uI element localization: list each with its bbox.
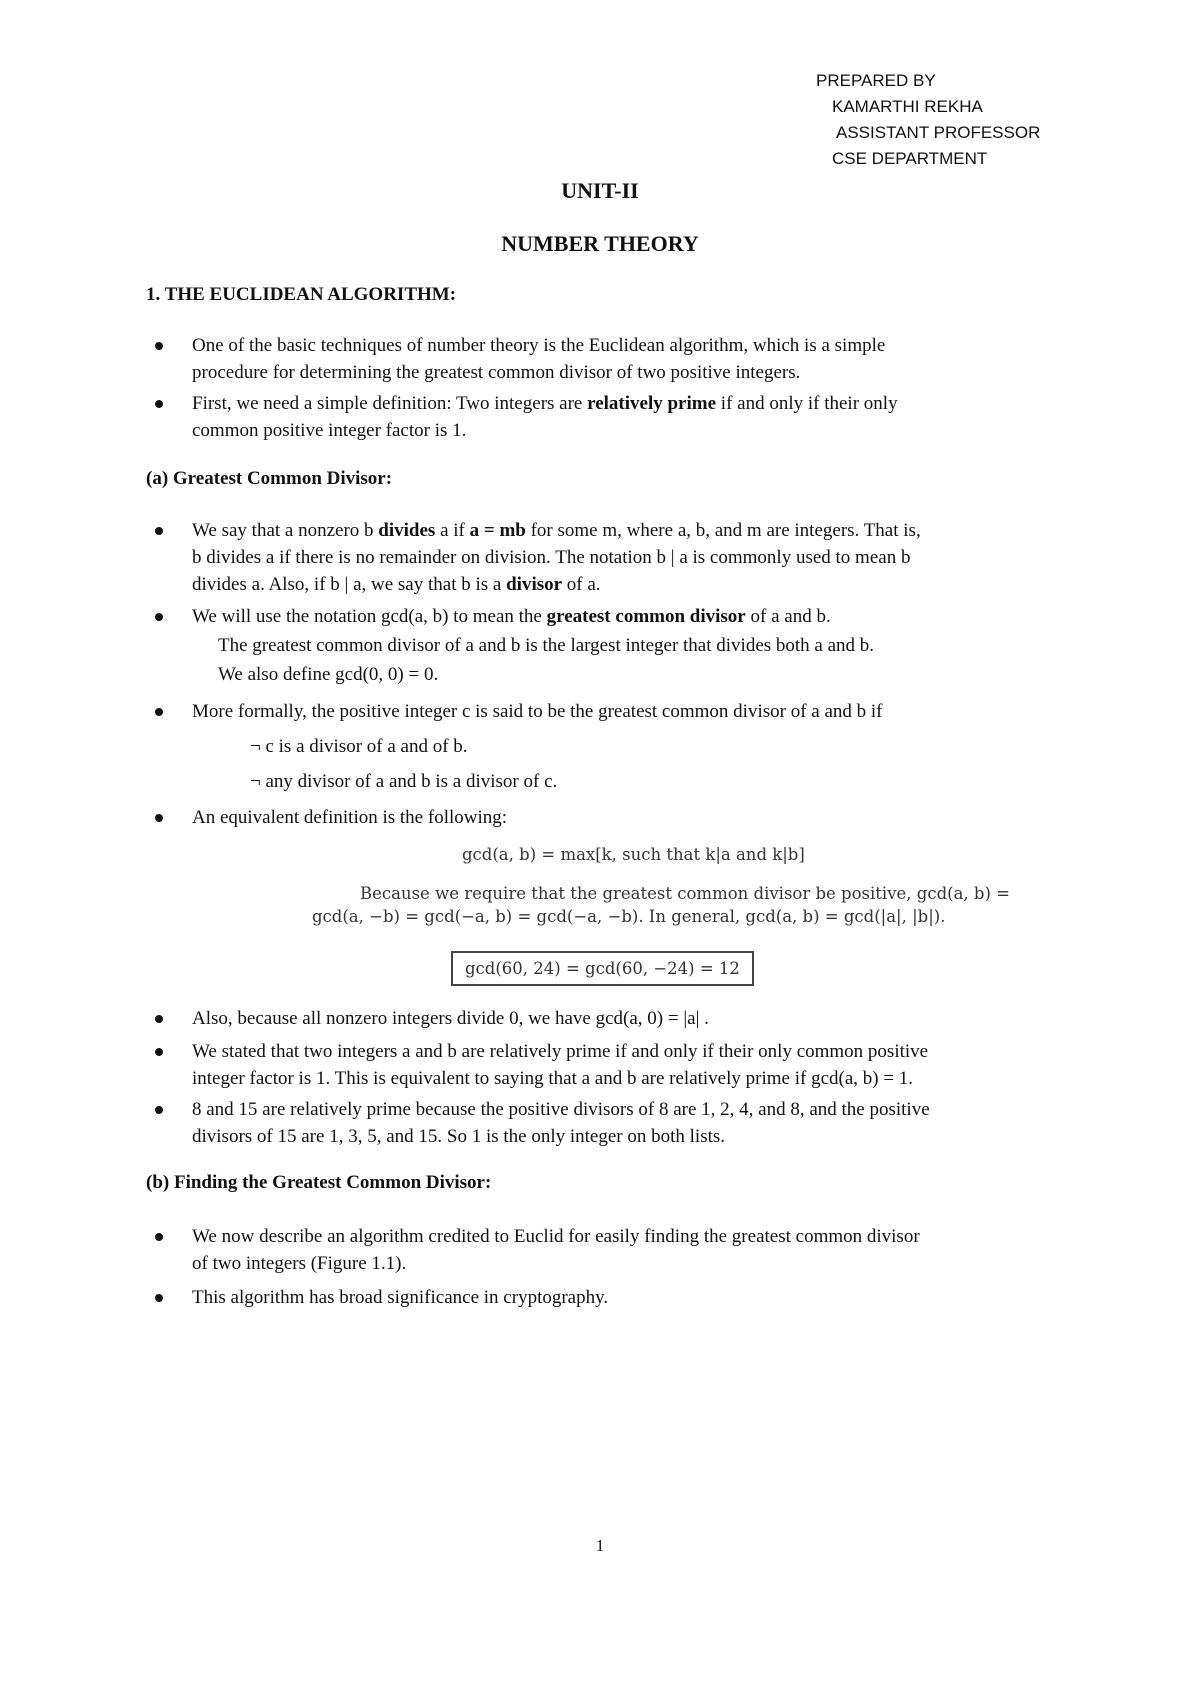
text-line: We stated that two integers a and b are relatively prime if and only if their only common positive bbox=[192, 1041, 929, 1062]
term-divisor: divisor bbox=[506, 574, 563, 595]
list-item bbox=[192, 390, 1072, 444]
bullet-icon bbox=[155, 400, 163, 408]
bullet-icon bbox=[155, 1294, 163, 1302]
list-item bbox=[192, 1223, 1072, 1277]
bullet-icon bbox=[155, 708, 163, 716]
bullet-icon bbox=[155, 1233, 163, 1241]
sub-condition: ¬ any divisor of a and b is a divisor of c. bbox=[250, 771, 558, 792]
text-line: An equivalent definition is the following: bbox=[192, 807, 508, 828]
text-line: 8 and 15 are relatively prime because the positive divisors of 8 are 1, 2, 4, and 8, and the positive bbox=[192, 1099, 930, 1120]
section-heading-finding-gcd: (b) Finding the Greatest Common Divisor: bbox=[146, 1172, 492, 1193]
author-department: CSE DEPARTMENT bbox=[832, 149, 988, 168]
text-line: common positive integer factor is 1. bbox=[192, 420, 467, 441]
sub-condition: ¬ c is a divisor of a and of b. bbox=[250, 736, 468, 757]
list-item bbox=[192, 804, 1072, 831]
page-number: 1 bbox=[595, 1536, 605, 1555]
author-designation: ASSISTANT PROFESSOR bbox=[836, 123, 1041, 142]
list-item bbox=[192, 332, 1072, 386]
list-item bbox=[192, 1005, 1072, 1032]
prepared-by-label: PREPARED BY bbox=[816, 71, 936, 90]
gcd-equation-line: gcd(a, −b) = gcd(−a, b) = gcd(−a, −b). In general, gcd(a, b) = gcd(|a|, |b|). bbox=[312, 907, 946, 926]
text-line: We now describe an algorithm credited to Euclid for easily finding the greatest common divisor bbox=[192, 1226, 920, 1247]
text-line: One of the basic techniques of number theory is the Euclidean algorithm, which is a simple bbox=[192, 335, 886, 356]
list-item bbox=[192, 1096, 1072, 1150]
text-line: First, we need a simple definition: Two integers are relatively prime if and only if their only bbox=[192, 393, 898, 414]
text-line: divides a. Also, if b | a, we say that b is a divisor of a. bbox=[192, 574, 601, 595]
text-line: divisors of 15 are 1, 3, 5, and 15. So 1 is the only integer on both lists. bbox=[192, 1126, 726, 1147]
text-line: Also, because all nonzero integers divide 0, we have gcd(a, 0) = |a| . bbox=[192, 1008, 709, 1029]
list-item bbox=[192, 517, 1072, 598]
text-line: More formally, the positive integer c is said to be the greatest common divisor of a and b if bbox=[192, 701, 883, 722]
text-line: integer factor is 1. This is equivalent to saying that a and b are relatively prime if gcd(a, b) = 1. bbox=[192, 1068, 914, 1089]
text-line: We will use the notation gcd(a, b) to mean the greatest common divisor of a and b. bbox=[192, 606, 831, 627]
gcd-equation-line: Because we require that the greatest common divisor be positive, gcd(a, b) = bbox=[360, 884, 1010, 903]
list-item bbox=[192, 1038, 1072, 1092]
bullet-icon bbox=[155, 1048, 163, 1056]
term-divides: divides bbox=[378, 520, 436, 541]
text-line: We also define gcd(0, 0) = 0. bbox=[218, 664, 439, 685]
text-line: b divides a if there is no remainder on division. The notation b | a is commonly used to mean b bbox=[192, 547, 911, 568]
author-name: KAMARTHI REKHA bbox=[832, 97, 983, 116]
bullet-icon bbox=[155, 1015, 163, 1023]
bullet-icon bbox=[155, 613, 163, 621]
bullet-icon bbox=[155, 342, 163, 350]
bullet-icon bbox=[155, 1106, 163, 1114]
term-relatively-prime: relatively prime bbox=[587, 393, 717, 414]
term-a-equals-mb: a = mb bbox=[469, 520, 526, 541]
text-line: procedure for determining the greatest common divisor of two positive integers. bbox=[192, 362, 801, 383]
text-line: This algorithm has broad significance in cryptography. bbox=[192, 1287, 609, 1308]
bullet-icon bbox=[155, 814, 163, 822]
term-gcd: greatest common divisor bbox=[546, 606, 746, 627]
bullet-icon bbox=[155, 527, 163, 535]
gcd-example-box: gcd(60, 24) = gcd(60, −24) = 12 bbox=[451, 951, 754, 986]
text-line: We say that a nonzero b divides a if a = mb for some m, where a, b, and m are integers. That is, bbox=[192, 520, 921, 541]
list-item bbox=[192, 1284, 1072, 1311]
unit-title: UNIT-II bbox=[561, 178, 639, 203]
text-line: of two integers (Figure 1.1). bbox=[192, 1253, 407, 1274]
section-heading-gcd: (a) Greatest Common Divisor: bbox=[146, 468, 393, 489]
section-heading-euclidean: 1. THE EUCLIDEAN ALGORITHM: bbox=[146, 284, 457, 305]
list-item bbox=[192, 603, 1072, 688]
page-title: NUMBER THEORY bbox=[501, 231, 699, 256]
text-line: The greatest common divisor of a and b is the largest integer that divides both a and b. bbox=[218, 635, 875, 656]
gcd-definition-equation: gcd(a, b) = max[k, such that k|a and k|b] bbox=[462, 845, 805, 864]
list-item bbox=[192, 698, 1072, 725]
